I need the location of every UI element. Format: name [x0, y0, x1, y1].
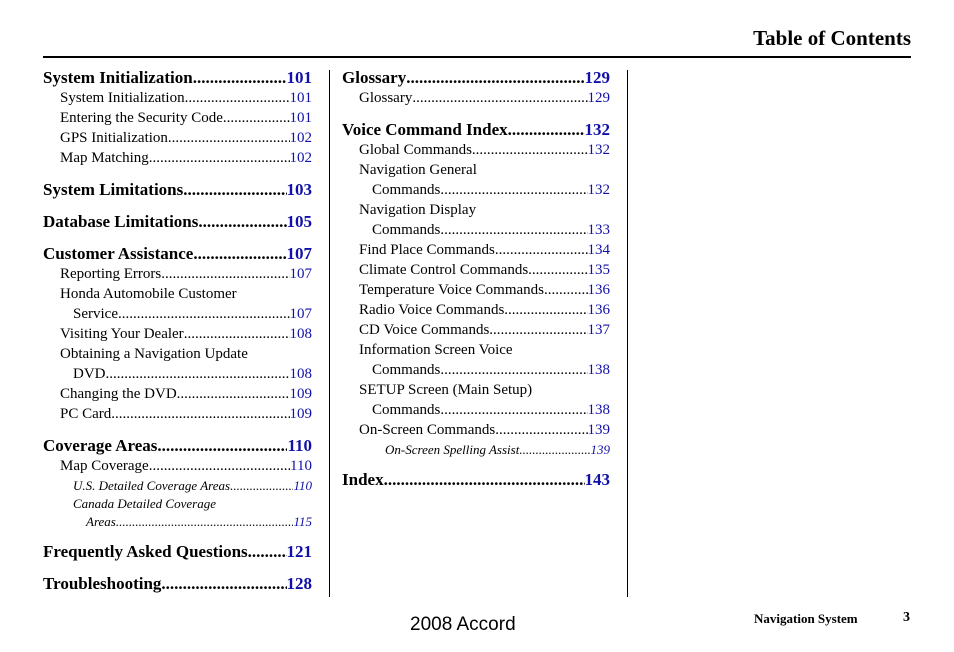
toc-entry[interactable]: [342, 422, 610, 442]
dot-leader: [198, 212, 286, 232]
toc-entry-label: Find Place Commands: [359, 242, 495, 258]
page-link[interactable]: 143: [584, 470, 610, 489]
dot-leader: [489, 322, 587, 339]
toc-entry[interactable]: [43, 150, 312, 170]
toc-entry-label: Navigation Display: [359, 202, 477, 218]
toc-section[interactable]: [342, 470, 610, 492]
page-link[interactable]: 102: [289, 150, 312, 166]
toc-entry[interactable]: [342, 182, 610, 202]
page-link[interactable]: 139: [587, 422, 610, 438]
toc-entry[interactable]: [43, 266, 312, 286]
dot-leader: [223, 110, 290, 127]
column-divider: [329, 70, 330, 597]
dot-leader: [157, 436, 287, 456]
toc-entry-label: System Limitations: [43, 180, 184, 199]
toc-entry[interactable]: [43, 386, 312, 406]
dot-leader: [495, 242, 588, 259]
page-link[interactable]: 135: [587, 262, 610, 278]
page-link[interactable]: 101: [289, 110, 312, 126]
footer-section: Navigation System: [754, 611, 858, 626]
dot-leader: [406, 68, 584, 88]
toc-entry-label: Voice Command Index: [342, 120, 508, 139]
toc-entry-label: Information Screen Voice: [359, 342, 513, 358]
page-link[interactable]: 115: [293, 514, 312, 529]
toc-entry[interactable]: [43, 130, 312, 150]
toc-entry-label: Reporting Errors: [60, 266, 162, 282]
toc-entry[interactable]: [43, 306, 312, 326]
dot-leader: [106, 366, 290, 383]
toc-entry[interactable]: [43, 478, 312, 496]
toc-entry-label: Changing the DVD: [60, 386, 177, 402]
toc-entry[interactable]: [342, 402, 610, 422]
page-link[interactable]: 128: [286, 574, 312, 593]
page-link[interactable]: 138: [587, 402, 610, 418]
toc-column-left: [43, 68, 312, 596]
dot-leader: [161, 266, 289, 283]
page-link[interactable]: 108: [289, 326, 312, 342]
dot-leader: [193, 244, 286, 264]
dot-leader: [193, 68, 287, 88]
toc-entry-label: Climate Control Commands: [359, 262, 529, 278]
toc-entry-label: Glossary: [342, 68, 407, 87]
page-link[interactable]: 138: [587, 362, 610, 378]
toc-entry[interactable]: [342, 222, 610, 242]
toc-entry-label: DVD: [73, 366, 106, 382]
model-label: 2008 Accord: [410, 614, 516, 635]
toc-entry-label: Obtaining a Navigation Update: [60, 346, 248, 362]
dot-leader: [183, 180, 286, 200]
dot-leader: [248, 542, 287, 562]
toc-entry-label: Commands: [372, 362, 441, 378]
dot-leader: [504, 302, 587, 319]
toc-entry-label: Commands: [372, 222, 441, 238]
toc-entry-label: U.S. Detailed Coverage Areas: [73, 478, 231, 493]
toc-entry[interactable]: [43, 110, 312, 130]
dot-leader: [118, 306, 290, 323]
page-link[interactable]: 101: [286, 68, 312, 87]
page-link[interactable]: 101: [289, 90, 312, 106]
toc-entry-label: Map Coverage: [60, 458, 149, 474]
dot-leader: [544, 282, 587, 299]
toc-entry-label: Index: [342, 470, 384, 489]
page-link[interactable]: 129: [587, 90, 610, 106]
dot-leader: [161, 574, 286, 594]
page-link[interactable]: 110: [290, 458, 312, 474]
dot-leader: [116, 514, 294, 530]
toc-section[interactable]: [342, 120, 610, 142]
dot-leader: [384, 470, 585, 490]
page-link[interactable]: 132: [584, 120, 610, 139]
toc-entry-label: Glossary: [359, 90, 413, 106]
page-link[interactable]: 107: [286, 244, 312, 263]
toc-section[interactable]: [43, 180, 312, 202]
toc-entry[interactable]: [342, 282, 610, 302]
toc-entry-label: Entering the Security Code: [60, 110, 223, 126]
column-divider: [627, 70, 628, 597]
toc-column-middle: [342, 68, 610, 492]
page-link[interactable]: 105: [286, 212, 312, 231]
toc-entry-label: Database Limitations: [43, 212, 199, 231]
dot-leader: [508, 120, 585, 140]
toc-section[interactable]: [43, 436, 312, 458]
toc-section[interactable]: [43, 574, 312, 596]
page-link[interactable]: 110: [293, 478, 312, 493]
toc-entry-label: System Initialization: [43, 68, 193, 87]
dot-leader: [185, 90, 290, 107]
toc-entry[interactable]: [43, 458, 312, 478]
toc-entry-label: CD Voice Commands: [359, 322, 490, 338]
toc-entry-label: PC Card: [60, 406, 112, 422]
toc-entry-label: System Initialization: [60, 90, 185, 106]
dot-leader: [440, 222, 587, 239]
dot-leader: [519, 442, 590, 458]
dot-leader: [412, 90, 587, 107]
dot-leader: [177, 386, 290, 403]
toc-section[interactable]: [43, 212, 312, 234]
toc-entry-label: Honda Automobile Customer: [60, 286, 237, 302]
page-link[interactable]: 133: [587, 222, 610, 238]
page-link[interactable]: 103: [286, 180, 312, 199]
page-link[interactable]: 137: [587, 322, 610, 338]
toc-entry-label: Temperature Voice Commands: [359, 282, 545, 298]
toc-entry-label: GPS Initialization: [60, 130, 168, 146]
toc-entry-label: Navigation General: [359, 162, 477, 178]
toc-entry-label: Global Commands: [359, 142, 472, 158]
toc-entry-label: Customer Assistance: [43, 244, 194, 263]
toc-entry[interactable]: [43, 406, 312, 426]
toc-entry[interactable]: [342, 302, 610, 322]
toc-entry[interactable]: [43, 326, 312, 346]
dot-leader: [184, 326, 290, 343]
dot-leader: [230, 478, 293, 494]
dot-leader: [149, 150, 290, 167]
toc-entry-label: On-Screen Spelling Assist: [385, 442, 520, 457]
toc-entry-label: Coverage Areas: [43, 436, 158, 455]
dot-leader: [149, 458, 290, 475]
page-link[interactable]: 109: [289, 406, 312, 422]
page-link[interactable]: 136: [587, 282, 610, 298]
toc-entry[interactable]: [342, 242, 610, 262]
page-link[interactable]: 107: [289, 306, 312, 322]
toc-entry-label: Canada Detailed Coverage: [73, 496, 216, 511]
toc-section[interactable]: [43, 244, 312, 266]
page-link[interactable]: 132: [587, 142, 610, 158]
page-link[interactable]: 121: [286, 542, 312, 561]
page-link[interactable]: 129: [584, 68, 610, 87]
dot-leader: [495, 422, 587, 439]
page-link[interactable]: 108: [289, 366, 312, 382]
page-link[interactable]: 136: [587, 302, 610, 318]
page-link[interactable]: 110: [287, 436, 312, 455]
dot-leader: [440, 182, 587, 199]
toc-entry-label: Radio Voice Commands: [359, 302, 505, 318]
toc-entry-label: Commands: [372, 402, 441, 418]
page-title: Table of Contents: [753, 26, 911, 50]
dot-leader: [440, 362, 587, 379]
page-link[interactable]: 134: [587, 242, 610, 258]
toc-entry[interactable]: [342, 322, 610, 342]
dot-leader: [168, 130, 290, 147]
toc-entry[interactable]: [342, 362, 610, 382]
page-link[interactable]: 109: [289, 386, 312, 402]
page-link[interactable]: 139: [590, 442, 610, 457]
toc-entry-label: Service: [73, 306, 118, 322]
toc-entry-label: Visiting Your Dealer: [60, 326, 184, 342]
toc-entry-label: Troubleshooting: [43, 574, 162, 593]
toc-entry[interactable]: [342, 442, 610, 460]
toc-entry-label: Areas: [86, 514, 116, 529]
page-link[interactable]: 107: [289, 266, 312, 282]
header-rule: [43, 56, 911, 58]
dot-leader: [528, 262, 587, 279]
toc-entry[interactable]: [342, 262, 610, 282]
toc-entry[interactable]: [43, 514, 312, 532]
toc-entry-label: Commands: [372, 182, 441, 198]
toc-entry[interactable]: [342, 90, 610, 110]
toc-entry[interactable]: [43, 90, 312, 110]
footer-page-number: 3: [903, 610, 910, 625]
toc-entry[interactable]: [43, 366, 312, 386]
toc-entry-label: On-Screen Commands: [359, 422, 496, 438]
dot-leader: [440, 402, 587, 419]
dot-leader: [472, 142, 588, 159]
toc-section[interactable]: [43, 542, 312, 564]
toc-entry-label: SETUP Screen (Main Setup): [359, 382, 533, 398]
toc-entry[interactable]: [342, 142, 610, 162]
page-link[interactable]: 132: [587, 182, 610, 198]
toc-entry-label: Map Matching: [60, 150, 149, 166]
toc-entry-label: Frequently Asked Questions: [43, 542, 248, 561]
toc-section[interactable]: [43, 68, 312, 90]
page-link[interactable]: 102: [289, 130, 312, 146]
dot-leader: [111, 406, 289, 423]
toc-section[interactable]: [342, 68, 610, 90]
